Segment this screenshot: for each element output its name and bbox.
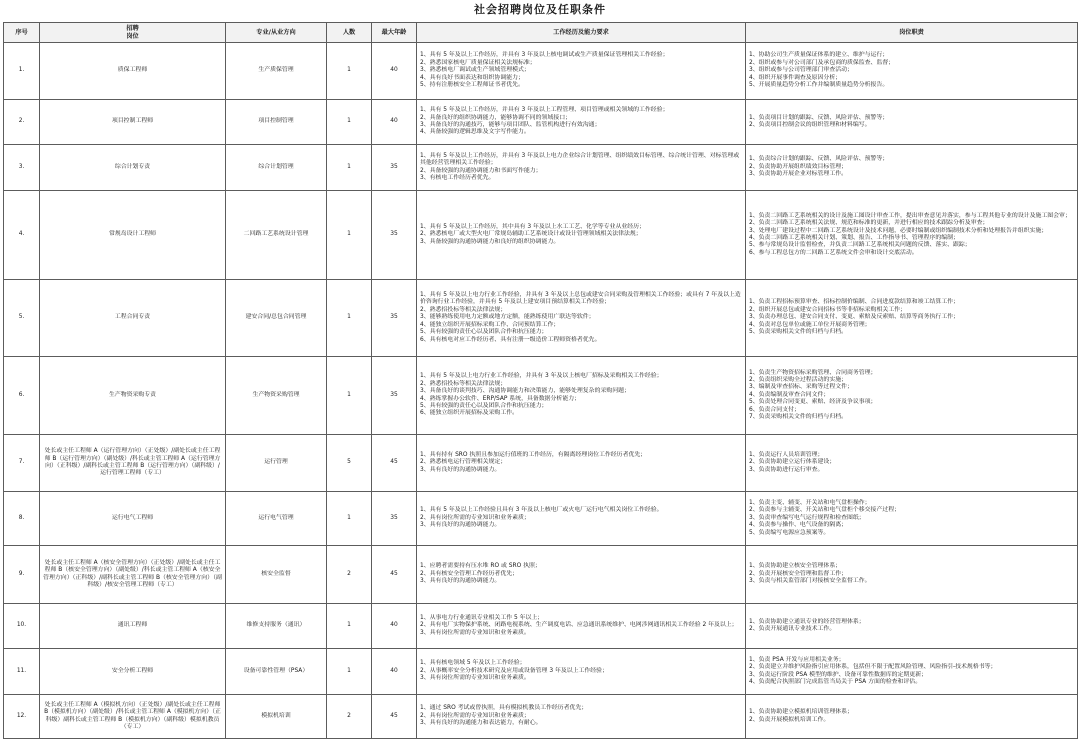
cell-duties-item: 4、负责参与操作、电气设备的隔离； — [749, 522, 847, 529]
cell-major: 建安合同/总包合同管理 — [226, 280, 327, 357]
cell-duties-item: 3、编制及审查招标、采购等过程文件； — [749, 384, 853, 391]
cell-experience-item: 2、具备较强的沟通协调能力和书面写作能力； — [420, 167, 542, 174]
header-no: 序号 — [4, 23, 40, 43]
cell-experience-item: 4、熟练掌握办公软件、ERP/SAP 系统，具备数据分析能力； — [420, 395, 580, 402]
table-row — [4, 695, 1078, 739]
cell-experience-item: 3、具有良好的沟通协调能力。 — [420, 522, 501, 529]
cell-duties-item: 4、负责二回路工艺系统相关计划、策划、报告、工作指导书、管理程序的编制； — [749, 235, 959, 241]
cell-duties-item: 1、负责协助建立通讯专业的经营管理体系； — [749, 618, 865, 625]
cell-position: 项目控制工程师 — [40, 100, 226, 145]
cell-duties — [746, 695, 1078, 739]
header-duties: 岗位职责 — [746, 23, 1078, 43]
table-header-row — [4, 23, 1078, 43]
document-title: 社会招聘岗位及任职条件 — [474, 3, 606, 16]
cell-duties — [746, 649, 1078, 695]
cell-experience-item: 2、从事概率安全分析技术研究及应用或设备管理 3 年及以上工作经验； — [420, 667, 608, 674]
table-row — [4, 43, 1078, 100]
cell-experience-item: 2、熟悉招投标等相关法律法规； — [420, 380, 507, 387]
cell-experience-item: 2、具备良好的组织协调能力，能够协调不同的领域接口； — [420, 114, 572, 121]
cell-experience-item: 5、持有注册核安全工程师证书者优先。 — [420, 82, 524, 89]
cell-experience-item: 5、具有较强的责任心以及团队合作和抗压能力； — [420, 402, 548, 409]
cell-experience-item: 2、具有核安全管理工作经历者优先； — [420, 570, 518, 577]
cell-major: 二回路工艺系统设计管理 — [226, 191, 327, 280]
recruitment-table — [3, 22, 1078, 739]
cell-age: 45 — [372, 435, 417, 492]
header-major: 专业/从业方向 — [226, 23, 327, 43]
cell-experience-item: 3、有核电工作经历者优先。 — [420, 174, 495, 181]
table-body — [4, 43, 1078, 739]
cell-count: 2 — [327, 546, 372, 604]
cell-count: 1 — [327, 492, 372, 546]
cell-duties-item: 2、负责开展模拟机培训工作。 — [749, 716, 830, 723]
cell-duties-item: 2、负责开展通讯专业技术工作。 — [749, 626, 836, 632]
cell-duties — [746, 435, 1078, 492]
cell-experience-item: 5、具有较强的责任心以及团队合作和抗压能力； — [420, 329, 548, 336]
header-position: 招聘 岗位 — [40, 23, 226, 43]
cell-major: 综合计划管理 — [226, 145, 327, 191]
cell-experience-item: 1、具有 5 年及以上工作经历，并具有 3 年及以上工程管理、项目管理或相关领域的工作经验； — [420, 107, 669, 114]
cell-experience-item: 3、具有岗位所需的专业知识和业务素质。 — [420, 629, 530, 636]
cell-age: 40 — [372, 649, 417, 695]
cell-duties-item: 2、负责组织采购全过程活动的实施； — [749, 376, 847, 383]
cell-experience-item: 3、具备良好的谈判技巧、沟通协调能力和决策能力，能够处理复杂的采购问题； — [420, 388, 630, 395]
cell-count: 1 — [327, 280, 372, 357]
cell-duties-item: 1、负责主变、辅变、开关站和电气盘柜操作； — [749, 499, 871, 506]
cell-no: 5. — [4, 280, 40, 357]
cell-no: 10. — [4, 604, 40, 649]
cell-position: 安全分析工程师 — [40, 649, 226, 695]
cell-major: 项目控制管理 — [226, 100, 327, 145]
cell-experience-item: 1、具有持有 SRO 执照且参加运行值班的工作经历，有隔离经理岗位工作经历者优先； — [420, 451, 647, 458]
cell-major: 维修支持服务（通讯） — [226, 604, 327, 649]
cell-age: 40 — [372, 100, 417, 145]
cell-duties — [746, 191, 1078, 280]
cell-experience-item: 1、具有核电领域 5 年及以上工作经验； — [420, 660, 526, 667]
cell-age: 45 — [372, 695, 417, 739]
cell-position: 处长或主任工程师 A（核安全管理方向）（正处级）/副处长或主任工程师 B（核安全管理方向）（副处级）/科长或主管工程师 A（核安全管理方向）（正科级）/副科长或主管工程师 B（核安全管理方向）（副科级）/核安全管理工程师（专工） — [40, 546, 226, 604]
cell-duties — [746, 492, 1078, 546]
cell-duties-item: 1、负责生产物资招标采购管理、合同商务管理； — [749, 369, 877, 376]
cell-count: 1 — [327, 191, 372, 280]
cell-duties — [746, 357, 1078, 435]
cell-experience — [417, 492, 746, 546]
cell-count: 1 — [327, 649, 372, 695]
cell-experience-item: 1、具有 5 年及以上工作经历，其中具有 3 年及以上水工工艺、化学等专业从业经历； — [420, 223, 645, 230]
cell-experience — [417, 546, 746, 604]
cell-age: 35 — [372, 145, 417, 191]
cell-count: 1 — [327, 43, 372, 100]
cell-experience-item: 3、具有良好的沟通能力和表达能力，有耐心。 — [420, 720, 542, 727]
cell-no: 1. — [4, 43, 40, 100]
cell-experience — [417, 191, 746, 280]
table-row — [4, 649, 1078, 695]
header-age: 最大年龄 — [372, 23, 417, 43]
table-row — [4, 604, 1078, 649]
cell-no: 9. — [4, 546, 40, 604]
cell-duties-item: 6、负责合同支付； — [749, 406, 800, 413]
cell-duties-item: 1、负责二回路工艺系统相关的设计及施工图设计审查工作，提出审查意见并落实，参与工程其他专业的设计及施工图会审； — [749, 212, 1071, 219]
table-row — [4, 357, 1078, 435]
cell-age: 35 — [372, 191, 417, 280]
cell-duties — [746, 604, 1078, 649]
cell-no: 6. — [4, 357, 40, 435]
cell-position: 综合计划专责 — [40, 145, 226, 191]
cell-position: 处长或主任工程师 A（运行管理方向）（正处级）/副处长或主任工程师 B（运行管理方向）（副处级）/科长或主管工程师 A（运行管理方向）（正科级）/副科长或主管工程师 B（运行管理方向）（副科级）/运行管理工程师（专工） — [40, 435, 226, 492]
cell-position: 运行电气工程师 — [40, 492, 226, 546]
cell-experience — [417, 695, 746, 739]
cell-no: 8. — [4, 492, 40, 546]
cell-experience-item: 6、具有核电对应工作经历者、具有注册一级造价工程师资格者优先。 — [420, 336, 601, 343]
cell-experience-item: 1、具有 5 年及以上工作经历，并具有 3 年及以上核电调试或生产质量保证管理相关工作经验； — [420, 52, 669, 59]
cell-duties-item: 2、负责建立并维护风险指引应用体系，包括但不限于配置风险管理、风险指引-技术规格书等； — [749, 664, 997, 671]
cell-experience-item: 1、通过 SRO 考试或曾执照，具有模拟机教员工作经历者优先； — [420, 705, 588, 712]
cell-duties-item: 1、负责综合计划的跟踪、反馈、风险评估、预警等； — [749, 156, 889, 163]
cell-position: 生产物资采购专责 — [40, 357, 226, 435]
cell-count: 1 — [327, 604, 372, 649]
cell-duties-item: 2、负责协助建立运行体系建设； — [749, 459, 836, 466]
cell-position: 工程合同专责 — [40, 280, 226, 357]
cell-experience-item: 1、具有 5 年及以上电力行业工作经验，并具有 3 年及以上核电厂招标及采购相关工作经验； — [420, 373, 663, 380]
cell-count: 1 — [327, 145, 372, 191]
cell-experience-item: 3、具有良好的沟通协调能力。 — [420, 578, 501, 585]
cell-duties — [746, 280, 1078, 357]
cell-position: 处长或主任工程师 A（模拟机方向）（正处级）/副处长或主任工程师 B（模拟机方向）（副处级）/科长或主管工程师 A（模拟机方向）（正科级）副科长或主管工程师 B（模拟机方向）（副科级）模拟机教员（专工） — [40, 695, 226, 739]
cell-experience-item: 3、具备较强的沟通协调能力和良好的组织协调能力。 — [420, 238, 560, 245]
cell-duties-item: 5、负责编写电源应急预案等。 — [749, 529, 830, 536]
cell-experience — [417, 649, 746, 695]
cell-duties-item: 1、负责运行人员培训管理； — [749, 451, 824, 458]
cell-position: 常规岛设计工程师 — [40, 191, 226, 280]
cell-duties-item: 3、组织或参与公司管理部门审查活动； — [749, 67, 853, 74]
cell-age: 35 — [372, 357, 417, 435]
cell-duties-item: 4、组织开展事件调查及原因分析； — [749, 74, 842, 81]
table-row — [4, 191, 1078, 280]
cell-duties-item: 1、负责 PSA 开发与应用相关业务； — [749, 656, 845, 663]
cell-major: 模拟机培训 — [226, 695, 327, 739]
cell-duties-item: 4、负责对总包单位或施工单位开展商务管理； — [749, 321, 871, 328]
cell-no: 3. — [4, 145, 40, 191]
cell-major: 生产质保管理 — [226, 43, 327, 100]
cell-age: 40 — [372, 43, 417, 100]
cell-duties-item: 5、参与常规岛设计监督检查，并负责二回路工艺系统相关问题的反馈、落实、跟踪； — [749, 242, 971, 249]
cell-experience-item: 2、具有电厂实物保护系统、闭路电视系统、生产调度电话、应急通讯系统维护、电网涉网通讯相关工作经验 2 年及以上； — [420, 622, 738, 629]
cell-experience-item: 3、具备良好的沟通技巧，能够与项目团队、监管机构进行有效沟通； — [420, 122, 601, 128]
cell-major: 生产物资采购管理 — [226, 357, 327, 435]
cell-experience-item: 2、熟悉核电运行管理相关规定； — [420, 459, 507, 466]
table-row — [4, 492, 1078, 546]
cell-experience-item: 4、能独立组织开展招标采购工作、合同预结算工作； — [420, 321, 560, 328]
cell-duties-item: 5、开展质量趋势分析工作并编制质量趋势分析报告。 — [749, 82, 889, 89]
cell-experience-item: 1、从事电力行业通讯专业相关工作 5 年以上； — [420, 614, 544, 621]
cell-count: 1 — [327, 357, 372, 435]
cell-duties-item: 4、负责配合执照部门完成监管当局关于 PSA 方面的检查和评估。 — [749, 678, 922, 685]
cell-duties — [746, 145, 1078, 191]
cell-experience-item: 6、能独立组织开展招标及采购工作。 — [420, 410, 518, 417]
cell-duties-item: 3、负责协助开展企业对标管理工作。 — [749, 171, 847, 178]
cell-experience-item: 4、具有良好书面表达和组织协调能力； — [420, 74, 524, 81]
cell-duties-item: 2、组织开展总包或建安合同招标书等非招标采购相关工作； — [749, 306, 906, 313]
cell-experience — [417, 604, 746, 649]
table-row — [4, 546, 1078, 604]
cell-duties-item: 2、负责项目控制会议的组织管理和材料编写。 — [749, 122, 871, 128]
cell-age: 40 — [372, 604, 417, 649]
cell-duties-item: 1、负责项目计划的跟踪、反馈、风险评估、预警等； — [749, 114, 889, 121]
cell-duties-item: 3、负责运行阶段 PSA 模型的维护、设备可靠性数据库的定期更新； — [749, 671, 927, 678]
cell-duties-item: 3、负责办理总包、建安合同支付、变更、索赔及反索赔、结算等商务执行工作； — [749, 314, 959, 321]
cell-no: 11. — [4, 649, 40, 695]
cell-duties-item: 1、负责协助建立核安全管理体系； — [749, 563, 842, 570]
cell-experience-item: 2、熟悉核电厂或大型火电厂常规岛辅助工艺系统设计或设计管理领域相关法律法规； — [420, 231, 642, 238]
cell-duties-item: 1、负责协助建立模拟机培训管理体系； — [749, 709, 853, 716]
cell-duties — [746, 43, 1078, 100]
cell-duties-item: 1、协助公司生产质量保证体系的建立、维护与运行； — [749, 52, 889, 59]
table-row — [4, 280, 1078, 357]
header-count: 人数 — [327, 23, 372, 43]
header-experience: 工作经历及能力要求 — [417, 23, 746, 43]
cell-experience-item: 3、具有良好的沟通协调能力。 — [420, 466, 501, 473]
cell-experience — [417, 43, 746, 100]
cell-duties-item: 4、负责编制及审查合同文件； — [749, 391, 830, 398]
cell-duties-item: 5、负责采购相关文件的归档与归档。 — [749, 329, 847, 336]
cell-major: 设备可靠性管理（PSA） — [226, 649, 327, 695]
cell-no: 4. — [4, 191, 40, 280]
table-row — [4, 145, 1078, 191]
cell-position: 质保工程师 — [40, 43, 226, 100]
cell-experience-item: 2、熟悉国家核电厂质量保证相关法规标准； — [420, 59, 536, 66]
cell-experience-item: 1、具有 5 年及以上电力行业工作经验，并具有 3 年及以上总包或建安合同采购及管理相关工作经验；或具有 7 年及以上造价咨询行业工作经验，并具有 5 年及以上建安项目预结算相关工作经验； — [420, 292, 741, 306]
cell-duties — [746, 546, 1078, 604]
cell-experience-item: 1、应聘者需要持有压水堆 RO 或 SRO 执照； — [420, 563, 541, 570]
cell-duties-item: 5、负责处理合同变更、索赔、经济及争议事项； — [749, 399, 877, 406]
cell-duties-item: 7、负责采购相关文件的归档与归档。 — [749, 414, 847, 421]
cell-major: 运行电气管理 — [226, 492, 327, 546]
cell-experience-item: 2、具有岗位所需的专业知识和业务素质； — [420, 514, 530, 521]
cell-duties-item: 6、参与工程总包方的二回路工艺系统文件会审和设计交底活动。 — [749, 249, 918, 256]
cell-age: 35 — [372, 492, 417, 546]
cell-experience-item: 3、具有岗位所需的专业知识和业务素质。 — [420, 675, 530, 682]
cell-duties-item: 2、负责参与主辅变、开关站和电气盘柜个移交接产过程； — [749, 507, 901, 514]
table-row — [4, 435, 1078, 492]
table-row — [4, 100, 1078, 145]
cell-position: 通讯工程师 — [40, 604, 226, 649]
cell-experience — [417, 357, 746, 435]
cell-duties — [746, 100, 1078, 145]
cell-experience — [417, 145, 746, 191]
cell-experience-item: 1、具有 5 年及以上工作经历，并具有 3 年及以上电力企业综合计划管理、组织绩效目标管理、综合统计管理、对标管理或其他经营管理相关工作经验； — [420, 152, 740, 167]
cell-experience — [417, 100, 746, 145]
cell-duties-item: 3、负责协助进行运行审查。 — [749, 466, 824, 473]
cell-duties-item: 3、处理电厂建设过程中二回路工艺系统设计及技术问题，必要时编制或组织编制技术分析和处理报告并组织实施； — [749, 227, 1048, 234]
cell-duties-item: 2、组织或参与对公司部门及承包商的质保监查、监督； — [749, 59, 895, 66]
cell-experience-item: 3、能够熟练使用电力定额或地方定额，能熟练使用广联达等软件； — [420, 314, 595, 321]
cell-major: 运行管理 — [226, 435, 327, 492]
cell-experience — [417, 280, 746, 357]
cell-count: 5 — [327, 435, 372, 492]
cell-no: 7. — [4, 435, 40, 492]
cell-duties-item: 3、负责审查编写电气运行规程和检查图纸； — [749, 514, 865, 521]
cell-count: 1 — [327, 100, 372, 145]
cell-duties-item: 3、负责与相关监管部门对接核安全监督工作。 — [749, 578, 871, 585]
cell-major: 核安全监督 — [226, 546, 327, 604]
cell-duties-item: 2、负责二回路工艺系统相关法规、规范和标准的更新，并进行相应的技术跟踪分析及审查； — [749, 220, 989, 227]
cell-no: 2. — [4, 100, 40, 145]
cell-experience-item: 4、具备较强的逻辑思维及文字写作能力。 — [420, 129, 530, 136]
cell-duties-item: 1、负责工程招标预算审查、招标控制价编制、合同进度款结算和竣工结算工作； — [749, 299, 959, 306]
cell-experience-item: 3、熟悉核电厂调试或生产领域管理模式； — [420, 67, 530, 74]
cell-duties-item: 2、负责协助开展组织绩效目标管理； — [749, 163, 847, 170]
cell-age: 45 — [372, 546, 417, 604]
cell-experience — [417, 435, 746, 492]
cell-count: 2 — [327, 695, 372, 739]
cell-age: 35 — [372, 280, 417, 357]
cell-no: 12. — [4, 695, 40, 739]
cell-experience-item: 2、熟悉招投标等相关法律法规； — [420, 306, 507, 313]
cell-duties-item: 2、负责开展核安全管理和监督工作； — [749, 570, 847, 577]
cell-experience-item: 2、具有岗位所需的专业知识和业务素质； — [420, 712, 530, 719]
cell-experience-item: 1、具有 5 年及以上工作经验且具有 3 年及以上核电厂或火电厂运行电气相关岗位工作经验。 — [420, 507, 663, 514]
